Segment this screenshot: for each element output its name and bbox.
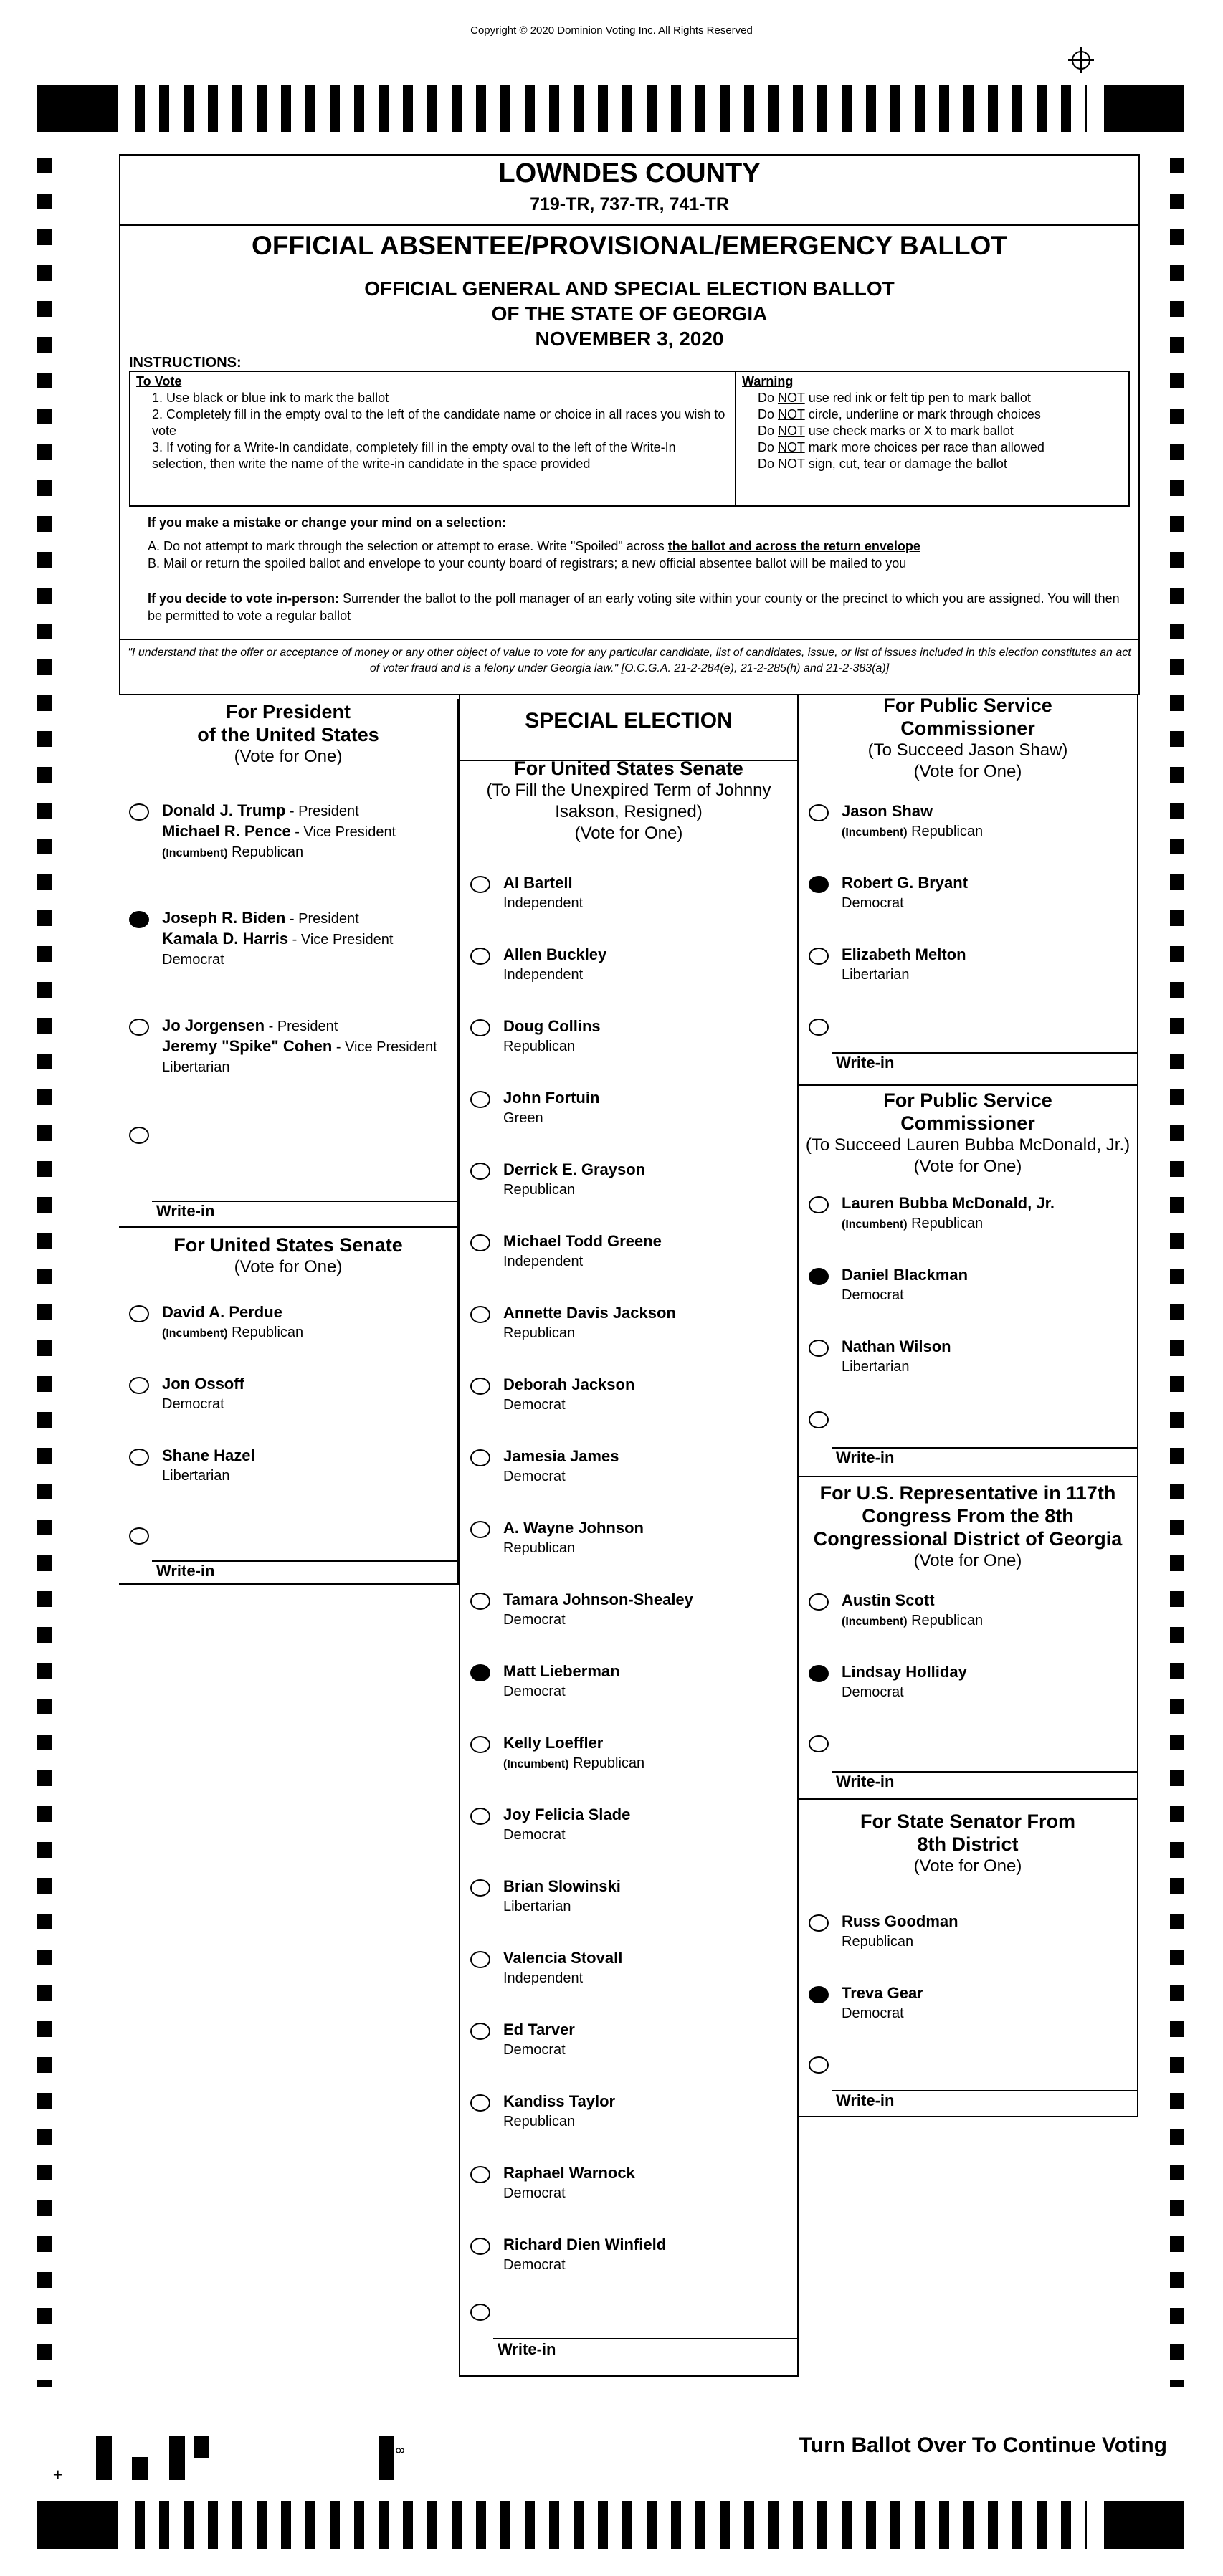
instructions-box — [129, 371, 1130, 507]
race-subtitle: Isakson, Resigned) — [555, 802, 703, 821]
race-subtitle: (To Fill the Unexpired Term of Johnny — [486, 781, 771, 800]
vote-oval-filled[interactable] — [809, 1268, 829, 1285]
vote-oval[interactable] — [470, 2023, 490, 2040]
vote-oval[interactable] — [470, 2238, 490, 2255]
candidate-name: Kandiss Taylor — [503, 2092, 616, 2110]
candidate-name: Annette Davis Jackson — [503, 1304, 676, 1322]
candidate-name: Brian Slowinski — [503, 1877, 621, 1895]
scan-mark — [96, 2436, 112, 2480]
vote-oval[interactable] — [470, 1521, 490, 1538]
vote-oval[interactable] — [470, 1449, 490, 1466]
to-vote-step: 3. If voting for a Write-In candidate, completely fill in the empty oval to the left of the Write-In selection, then write the name of the write-in candidate in the space provided — [152, 440, 676, 471]
race-title: For State Senator From — [860, 1811, 1076, 1832]
vote-oval[interactable] — [809, 1914, 829, 1932]
race-title: of the United States — [197, 724, 379, 745]
candidate-party: Democrat — [503, 1684, 566, 1699]
candidate-name: Derrick E. Grayson — [503, 1160, 646, 1178]
race-title: Commissioner — [900, 1112, 1035, 1134]
election-date: NOVEMBER 3, 2020 — [535, 328, 724, 350]
right-timing-marks — [1170, 158, 1184, 2387]
vote-oval-filled[interactable] — [809, 1986, 829, 2003]
race-title: Congressional District of Georgia — [813, 1528, 1123, 1550]
vote-for-one: (Vote for One) — [574, 824, 683, 843]
vote-oval[interactable] — [809, 1196, 829, 1213]
copyright-notice: Copyright © 2020 Dominion Voting Inc. All Rights Reserved — [470, 24, 753, 37]
top-timing-strip — [37, 85, 1184, 132]
write-in-oval[interactable] — [129, 1127, 149, 1144]
vote-oval[interactable] — [470, 948, 490, 965]
in-person-instruction: If you decide to vote in-person: Surrender the ballot to the poll manager of an early voting site within your county or the precinct to which you are assigned. You will then be permitted to vote a regular ballot — [148, 591, 1120, 623]
vote-oval[interactable] — [129, 1377, 149, 1394]
candidate-party: Independent — [503, 967, 584, 983]
scan-mark — [194, 2436, 209, 2458]
candidate-party: Democrat — [503, 1397, 566, 1413]
candidate-name: Tamara Johnson-Shealey — [503, 1590, 693, 1608]
write-in-label: Write-in — [836, 1773, 895, 1790]
to-vote-step: 2. Completely fill in the empty oval to the left of the candidate name or choice in all races you wish to vote — [152, 407, 725, 438]
vote-for-one: (Vote for One) — [234, 747, 343, 766]
warning-item: Do NOT circle, underline or mark through choices — [758, 407, 1041, 421]
candidate-party: Democrat — [503, 1469, 566, 1484]
race-us-senate: For United States Senate (Vote for One) David A. Perdue (Incumbent) Republican Jon Ossoff Democrat Shane Hazel Libertarian Write-in — [119, 1226, 459, 1585]
vote-oval[interactable] — [809, 1340, 829, 1357]
candidate-name: Raphael Warnock — [503, 2164, 635, 2182]
incumbent-label: (Incumbent) — [503, 1758, 569, 1770]
candidate-party: Democrat — [503, 1827, 566, 1843]
race-title: Congress From the 8th — [862, 1505, 1074, 1527]
race-title: For President — [225, 701, 351, 722]
candidate-name: A. Wayne Johnson — [503, 1519, 644, 1537]
warning-item: Do NOT sign, cut, tear or damage the ballot — [758, 457, 1007, 471]
election-title-line2: OF THE STATE OF GEORGIA — [491, 302, 768, 325]
write-in-oval[interactable] — [129, 1527, 149, 1545]
race-psc-shaw: For Public Service Commissioner (To Succeed Jason Shaw) (Vote for One) Jason Shaw (Incumbent) Republican Robert G. Bryant Democrat Elizabeth Melton Libertarian Write-in — [799, 694, 1138, 1084]
to-vote-section — [130, 372, 736, 505]
write-in-label: Write-in — [836, 1449, 895, 1466]
candidate-party: Republican — [503, 2114, 576, 2129]
candidate-party: Republican — [503, 1039, 576, 1054]
vote-oval[interactable] — [470, 2094, 490, 2112]
candidate-party: Democrat — [503, 2185, 566, 2201]
race-title: For United States Senate — [173, 1234, 403, 1256]
race-title: For Public Service — [883, 1089, 1052, 1111]
write-in-oval[interactable] — [470, 2304, 490, 2321]
race-title: For United States Senate — [514, 758, 743, 779]
to-vote-heading: To Vote — [136, 374, 182, 388]
mistake-instruction-a: A. Do not attempt to mark through the selection or attempt to erase. Write "Spoiled" across the ballot and across the return envelope — [148, 539, 920, 553]
candidate-name: Richard Dien Winfield — [503, 2236, 667, 2253]
race-subtitle: (To Succeed Lauren Bubba McDonald, Jr.) — [805, 1135, 1131, 1155]
vote-oval-filled[interactable] — [129, 911, 149, 928]
scan-mark — [169, 2436, 185, 2480]
vote-oval[interactable] — [470, 1951, 490, 1968]
write-in-label: Write-in — [836, 2091, 895, 2109]
vote-for-one: (Vote for One) — [913, 1157, 1022, 1176]
candidate-name: Valencia Stovall — [503, 1949, 623, 1967]
candidate-party: Independent — [503, 895, 584, 911]
candidate-party: Republican — [503, 1325, 576, 1341]
vote-oval[interactable] — [470, 1306, 490, 1323]
write-in-oval[interactable] — [809, 1019, 829, 1036]
candidate-name: Allen Buckley — [503, 945, 607, 963]
candidate-name: Matt Lieberman — [503, 1662, 620, 1680]
vote-oval-filled[interactable] — [809, 1665, 829, 1682]
candidate-name: Joy Felicia Slade — [503, 1805, 631, 1823]
write-in-oval[interactable] — [809, 1735, 829, 1752]
county-name: LOWNDES COUNTY — [498, 158, 761, 189]
candidate-party: Independent — [503, 1254, 584, 1269]
vote-for-one: (Vote for One) — [913, 762, 1022, 781]
race-president: For President of the United States (Vote for One) Donald J. Trump - President Michael R. Pence - Vice President (Incumbent) Republican Joseph R. Biden - President Kamala D. Harris - Vice President Democrat Jo Jorgensen - President Jeremy "Spike" Cohen - Vice President Libertarian Write-in — [119, 699, 459, 1226]
vote-oval[interactable] — [809, 948, 829, 965]
candidate-name: John Fortuin — [503, 1089, 600, 1107]
write-in-label: Write-in — [156, 1202, 215, 1220]
bottom-timing-strip — [37, 2501, 1184, 2549]
candidate-party: Green — [503, 1110, 543, 1126]
race-title: Commissioner — [900, 717, 1035, 739]
candidate-party: Independent — [503, 1970, 584, 1986]
candidate-party: Republican — [503, 1182, 576, 1198]
vote-oval[interactable] — [470, 1019, 490, 1036]
election-title-line1: OFFICIAL GENERAL AND SPECIAL ELECTION BALLOT — [364, 277, 895, 300]
race-us-representative: For U.S. Representative in 117th Congress From the 8th Congressional District of Georgia (Vote for One) Austin Scott (Incumbent) Republican Lindsay Holliday Democrat Write-in — [799, 1476, 1138, 1798]
turn-over-instruction: Turn Ballot Over To Continue Voting — [799, 2433, 1167, 2457]
vote-oval[interactable] — [470, 1808, 490, 1825]
ballot-header — [119, 154, 1140, 695]
scan-mark — [379, 2436, 394, 2480]
warning-section — [736, 372, 1138, 508]
write-in-oval[interactable] — [809, 1411, 829, 1428]
race-title: For Public Service — [883, 695, 1052, 716]
vote-oval[interactable] — [129, 1019, 149, 1036]
candidate-name: Michael Todd Greene — [503, 1232, 662, 1250]
race-state-senate: For State Senator From 8th District (Vote for One) Russ Goodman Republican Treva Gear Democrat Write-in — [799, 1798, 1138, 2117]
candidate-name: Doug Collins — [503, 1017, 601, 1035]
candidate-party: Democrat — [503, 2042, 566, 2058]
special-election-heading: SPECIAL ELECTION — [525, 709, 733, 733]
vote-oval[interactable] — [470, 1091, 490, 1108]
vote-oval-filled[interactable] — [809, 876, 829, 893]
candidate-name: Ed Tarver — [503, 2021, 575, 2038]
write-in-oval[interactable] — [809, 2056, 829, 2074]
race-title: For U.S. Representative in 117th — [819, 1482, 1116, 1504]
mistake-instruction-b: B. Mail or return the spoiled ballot and envelope to your county board of registrars; a new official absentee ballot will be mailed to you — [148, 556, 907, 571]
ballot-type-title: OFFICIAL ABSENTEE/PROVISIONAL/EMERGENCY BALLOT — [252, 231, 1007, 260]
race-special-senate — [459, 694, 799, 2377]
write-in-label: Write-in — [156, 1562, 215, 1580]
candidate-name: Deborah Jackson — [503, 1375, 635, 1393]
vote-for-one: (Vote for One) — [913, 1551, 1022, 1570]
race-psc-mcdonald: For Public Service Commissioner (To Succeed Lauren Bubba McDonald, Jr.) (Vote for One) Lauren Bubba McDonald, Jr. (Incumbent) Republican Daniel Blackman Democrat Nathan Wilson Libertarian Write-in — [799, 1084, 1138, 1476]
voter-fraud-statement: "I understand that the offer or acceptance of money or any other object of value to vote for any particular candidate, list of candidates, issue, or list of issues included in this election constitutes an act of voter fraud and is a felony under Georgia law." [O.C.G.A. 21-2-284(e), 21-2-285(h) and 21-2-383(a)] — [128, 647, 1131, 674]
write-in-label: Write-in — [498, 2340, 556, 2358]
vote-oval[interactable] — [470, 1879, 490, 1897]
to-vote-step: 1. Use black or blue ink to mark the ballot — [152, 391, 389, 405]
candidate-party: Republican — [503, 1540, 576, 1556]
vote-oval[interactable] — [809, 1593, 829, 1611]
warning-item: Do NOT use check marks or X to mark ballot — [758, 424, 1014, 438]
left-timing-marks — [37, 158, 52, 2387]
candidate-party: Republican — [573, 1755, 645, 1771]
vote-for-one: (Vote for One) — [913, 1856, 1022, 1876]
vote-oval[interactable] — [470, 1234, 490, 1251]
page-mark: 8 — [393, 2447, 406, 2454]
candidate-party: Democrat — [503, 2257, 566, 2273]
candidate-name: Kelly Loeffler — [503, 1734, 604, 1752]
vote-oval[interactable] — [470, 876, 490, 893]
warning-heading: Warning — [742, 374, 794, 388]
candidate-name: Jamesia James — [503, 1447, 619, 1465]
vote-oval[interactable] — [470, 1163, 490, 1180]
instructions-label: INSTRUCTIONS: — [129, 355, 242, 371]
write-in-label: Write-in — [836, 1054, 895, 1072]
vote-oval-filled[interactable] — [470, 1664, 490, 1681]
scan-mark — [132, 2457, 148, 2480]
vote-for-one: (Vote for One) — [234, 1257, 343, 1277]
vote-oval[interactable] — [129, 803, 149, 821]
candidate-name: Al Bartell — [503, 874, 573, 892]
candidate-party: Libertarian — [503, 1899, 571, 1914]
crosshair-target-icon — [1067, 46, 1095, 75]
race-subtitle: (To Succeed Jason Shaw) — [867, 740, 1068, 760]
warning-item: Do NOT use red ink or felt tip pen to mark ballot — [758, 391, 1031, 405]
vote-oval[interactable] — [470, 1378, 490, 1395]
candidate-party: Democrat — [503, 1612, 566, 1628]
mistake-heading: If you make a mistake or change your mind on a selection: — [148, 515, 507, 530]
vote-oval[interactable] — [129, 1449, 149, 1466]
warning-item: Do NOT mark more choices per race than allowed — [758, 440, 1044, 454]
vote-oval[interactable] — [809, 804, 829, 821]
vote-oval[interactable] — [470, 2166, 490, 2183]
race-title: 8th District — [917, 1833, 1019, 1855]
vote-oval[interactable] — [470, 1593, 490, 1610]
vote-oval[interactable] — [129, 1305, 149, 1322]
precinct-list: 719-TR, 737-TR, 741-TR — [530, 194, 729, 214]
vote-oval[interactable] — [470, 1736, 490, 1753]
